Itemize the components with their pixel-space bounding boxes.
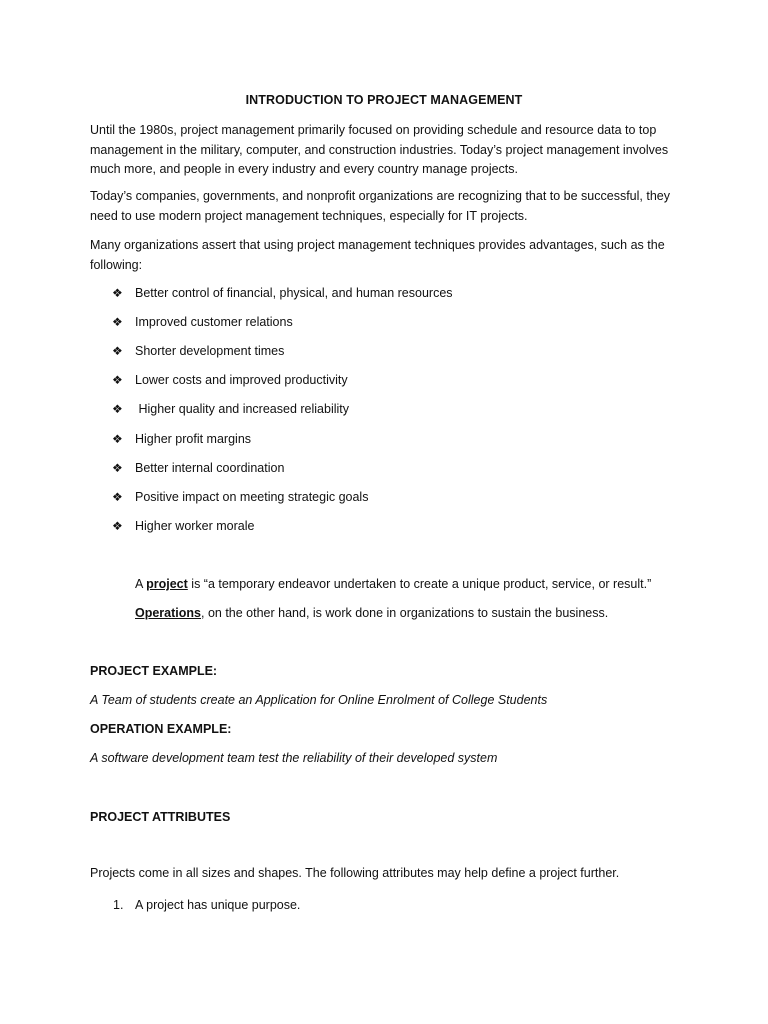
list-item-text: Shorter development times	[135, 344, 285, 358]
operation-example-heading: OPERATION EXAMPLE:	[90, 722, 232, 736]
list-item-number: 1.	[113, 898, 124, 912]
list-item	[112, 488, 368, 506]
paragraph-advantages-intro: Many organizations assert that using project management techniques provides advantages, such as the following:	[90, 238, 665, 272]
project-definition-text: is “a temporary endeavor undertaken to create a unique product, service, or result.”	[187, 577, 652, 591]
diamond-bullet-icon: ❖	[112, 402, 123, 416]
list-item-text: Higher worker morale	[135, 519, 255, 533]
numbered-list-item	[113, 896, 300, 914]
project-example-heading: PROJECT EXAMPLE:	[90, 664, 218, 678]
project-definition	[135, 575, 651, 593]
list-item	[112, 517, 254, 535]
operations-definition-text: , on the other hand, is work done in organizations to sustain the business.	[201, 606, 609, 620]
list-item-text: Better control of financial, physical, and human resources	[135, 286, 453, 300]
project-term: project	[146, 577, 188, 591]
list-item	[112, 313, 293, 331]
operations-definition	[135, 604, 608, 622]
list-item-text: Lower costs and improved productivity	[135, 373, 348, 387]
diamond-bullet-icon: ❖	[112, 490, 123, 504]
list-item	[112, 284, 453, 302]
list-item	[112, 430, 251, 448]
list-item-text: Better internal coordination	[135, 461, 285, 475]
diamond-bullet-icon: ❖	[112, 344, 123, 358]
list-item	[112, 400, 349, 418]
diamond-bullet-icon: ❖	[112, 286, 123, 300]
operation-example-text: A software development team test the reliability of their developed system	[90, 751, 498, 765]
project-attributes-intro: Projects come in all sizes and shapes. The following attributes may help define a project further.	[90, 866, 620, 880]
project-definition-prefix: A	[135, 577, 147, 591]
diamond-bullet-icon: ❖	[112, 461, 123, 475]
list-item-text: A project has unique purpose.	[135, 898, 301, 912]
document-title: INTRODUCTION TO PROJECT MANAGEMENT	[245, 93, 523, 107]
diamond-bullet-icon: ❖	[112, 519, 123, 533]
operations-term: Operations	[135, 606, 201, 620]
list-item	[112, 342, 284, 360]
paragraph-history: Until the 1980s, project management primarily focused on providing schedule and resource data to top management in the military, computer, and construction industries. Today’s project management involves much more, and people in every industry and every country manage projects.	[90, 123, 669, 176]
list-item-text: Positive impact on meeting strategic goals	[135, 490, 369, 504]
project-example-text: A Team of students create an Application for Online Enrolment of College Students	[90, 693, 548, 707]
diamond-bullet-icon: ❖	[112, 315, 123, 329]
list-item-text: Improved customer relations	[135, 315, 293, 329]
list-item-text: Higher quality and increased reliability	[135, 402, 350, 416]
list-item-text: Higher profit margins	[135, 432, 252, 446]
diamond-bullet-icon: ❖	[112, 373, 123, 387]
diamond-bullet-icon: ❖	[112, 432, 123, 446]
list-item	[112, 459, 284, 477]
paragraph-modern-techniques: Today’s companies, governments, and nonprofit organizations are recognizing that to be successful, they need to use modern project management techniques, especially for IT projects.	[90, 189, 670, 223]
list-item	[112, 371, 348, 389]
project-attributes-heading: PROJECT ATTRIBUTES	[90, 810, 231, 824]
